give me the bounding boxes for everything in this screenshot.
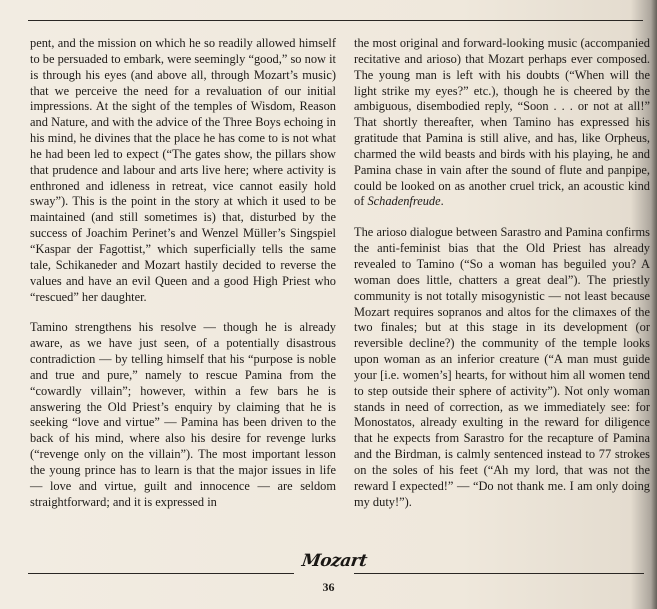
right-paragraph-1-end: . [440, 194, 444, 209]
bottom-rule-left [28, 573, 294, 574]
bottom-rule-right [354, 573, 644, 574]
mozart-signature-logo: Mozart [300, 551, 369, 571]
page-number: 36 [322, 580, 335, 594]
right-paragraph-1 [354, 36, 650, 210]
left-paragraph-1: pent, and the mission on which he so readily allowed himself to be persuaded to embark, were seemingly “good,” so now it is through his eyes (and above all, through Mozart’s music) that we perceive the need for a revaluation of our initial impressions. At the sight of the temples of Wisdom, Reason and Nature, and with the advice of the Three Boys echoing in his mind, he divines that the place he has come to is not what he had been led to expect (“The gates show, the pillars show that prudence and labour and arts live here; where activity is enthroned and idleness in retreat, vice cannot easily hold sway”). This is the point in the story at which it used to be maintained (and still sometimes is) that, disturbed by the success of Joachim Perinet’s and Wenzel Müller’s Singspiel “Kaspar der Fagottist,” which superficially tells the same tale, Schikaneder and Mozart hastily decided to reverse the values and have an evil Queen and a good High Priest who “rescued” her daughter. [30, 36, 336, 304]
right-column [354, 36, 650, 510]
right-paragraph-1-text: the most original and forward-looking music (accompanied recitative and arioso) that Mozart perhaps ever composed. The young man is left with his doubts (“When will the light strike my eyes?” etc.), though he is cheered by the ambiguous, disembodied reply, “Soon . . . or not at all!” That shortly thereafter, when Tamino has expressed his gratitude that Pamina is still alive, and has, like Orpheus, charmed the wild beasts and birds with his playing, he and Pamina chase in vain after the sound of flute and panpipe, could be looked on as another cruel trick, an acoustic kind of [354, 36, 650, 209]
page-edge-shadow [651, 0, 657, 609]
right-paragraph-2: The arioso dialogue between Sarastro and Pamina confirms the anti-feminist bias that the Old Priest has already revealed to Tamino (“So a woman has beguiled you? A woman does little, chatters a great deal”). The priestly community is not totally misogynistic — not least because Mozart requires sopranos and altos for the climaxes of the two finales; but at this stage in its development (or reversible decline?) the community of the temple looks upon woman as an inferior creature (“A man must guide your [i.e. women’s] hearts, for without him all women tend to step outside their sphere of activity”). Not only woman stands in need of correction, as we immediately see: for Monostatos, already exulting in the reward for diligence that he expects from Sarastro for the recapture of Pamina and the Birdman, is calmly sentenced instead to 77 strokes on the soles of his feet (“Ah my lord, that was not the reward I expected!” — “Do not thank me. I am only doing my duty!”). [354, 225, 650, 509]
top-rule [28, 20, 643, 21]
left-column [30, 36, 336, 510]
schadenfreude-italic: Schadenfreude [367, 194, 441, 209]
left-paragraph-2: Tamino strengthens his resolve — though he is already aware, as we have just seen, of a potentially disastrous contradiction — by telling himself that his “purpose is noble and true and pure,” namely to rescue Pamina from the “cowardly villain”; however, within a few bars he is answering the Old Priest’s enquiry by claiming that he is seeking “love and virtue” — Pamina has been driven to the back of his mind, where also his desire for revenge lurks (“revenge only on the villain”). The most important lesson the young prince has to learn is that the major issues in life — love and virtue, guilt and innocence — are seldom straightforward; and it is expressed in [30, 320, 336, 509]
